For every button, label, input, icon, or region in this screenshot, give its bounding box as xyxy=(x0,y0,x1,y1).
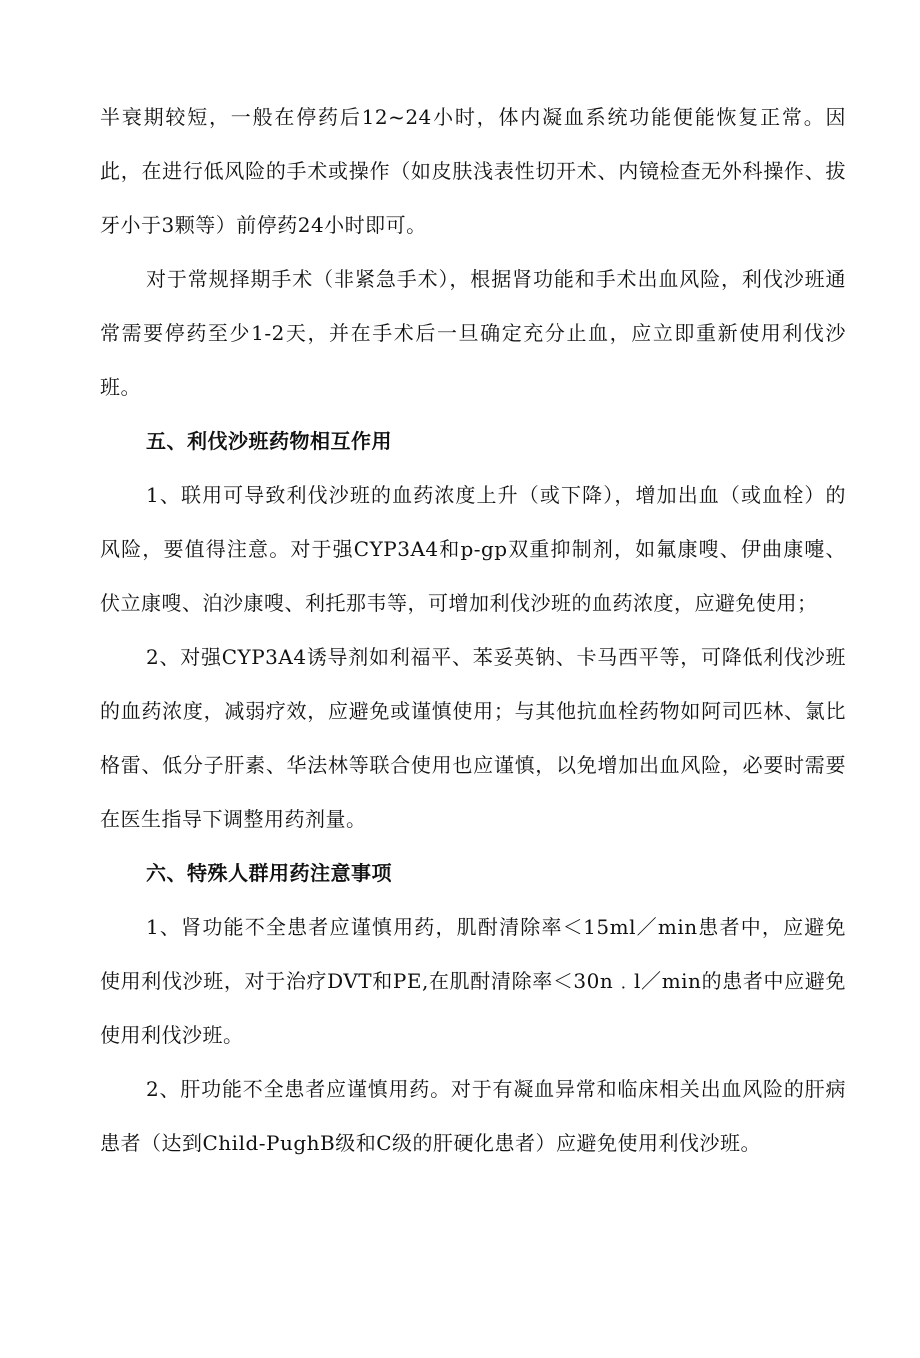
paragraph-interaction-2: 2、对强CYP3A4诱导剂如利福平、苯妥英钠、卡马西平等，可降低利伐沙班的血药浓度，减弱疗效，应避免或谨慎使用；与其他抗血栓药物如阿司匹林、氯比格雷、低分子肝素、华法林等联合使用也应谨慎，以免增加出血风险，必要时需要在医生指导下调整用药剂量。 xyxy=(100,645,846,831)
paragraph-half-life: 半衰期较短，一般在停药后12~24小时，体内凝血系统功能便能恢复正常。因此，在进行低风险的手术或操作（如皮肤浅表性切开术、内镜检查无外科操作、拔牙小于3颗等）前停药24小时即可。 xyxy=(100,105,846,237)
paragraph-renal-impairment: 1、肾功能不全患者应谨慎用药，肌酎清除率＜15ml／min患者中，应避免使用利伐沙班，对于治疗DVT和PE,在肌酎清除率＜30n﹒l／min的患者中应避免使用利伐沙班。 xyxy=(100,915,846,1047)
document-body xyxy=(100,90,846,1170)
section-heading-special-populations: 六、特殊人群用药注意事项 xyxy=(146,861,392,885)
section-heading-drug-interactions: 五、利伐沙班药物相互作用 xyxy=(146,429,392,453)
paragraph-elective-surgery: 对于常规择期手术（非紧急手术），根据肾功能和手术出血风险，利伐沙班通常需要停药至少1-2天，并在手术后一旦确定充分止血，应立即重新使用利伐沙班。 xyxy=(100,267,846,399)
paragraph-interaction-1: 1、联用可导致利伐沙班的血药浓度上升（或下降），增加出血（或血栓）的风险，要值得注意。对于强CYP3A4和p-gp双重抑制剂，如氟康嗖、伊曲康嚏、伏立康嗖、泊沙康嗖、利托那韦等，可增加利伐沙班的血药浓度，应避免使用； xyxy=(100,483,846,615)
paragraph-hepatic-impairment: 2、肝功能不全患者应谨慎用药。对于有凝血异常和临床相关出血风险的肝病患者（达到Child-PughB级和C级的肝硬化患者）应避免使用利伐沙班。 xyxy=(100,1077,846,1155)
